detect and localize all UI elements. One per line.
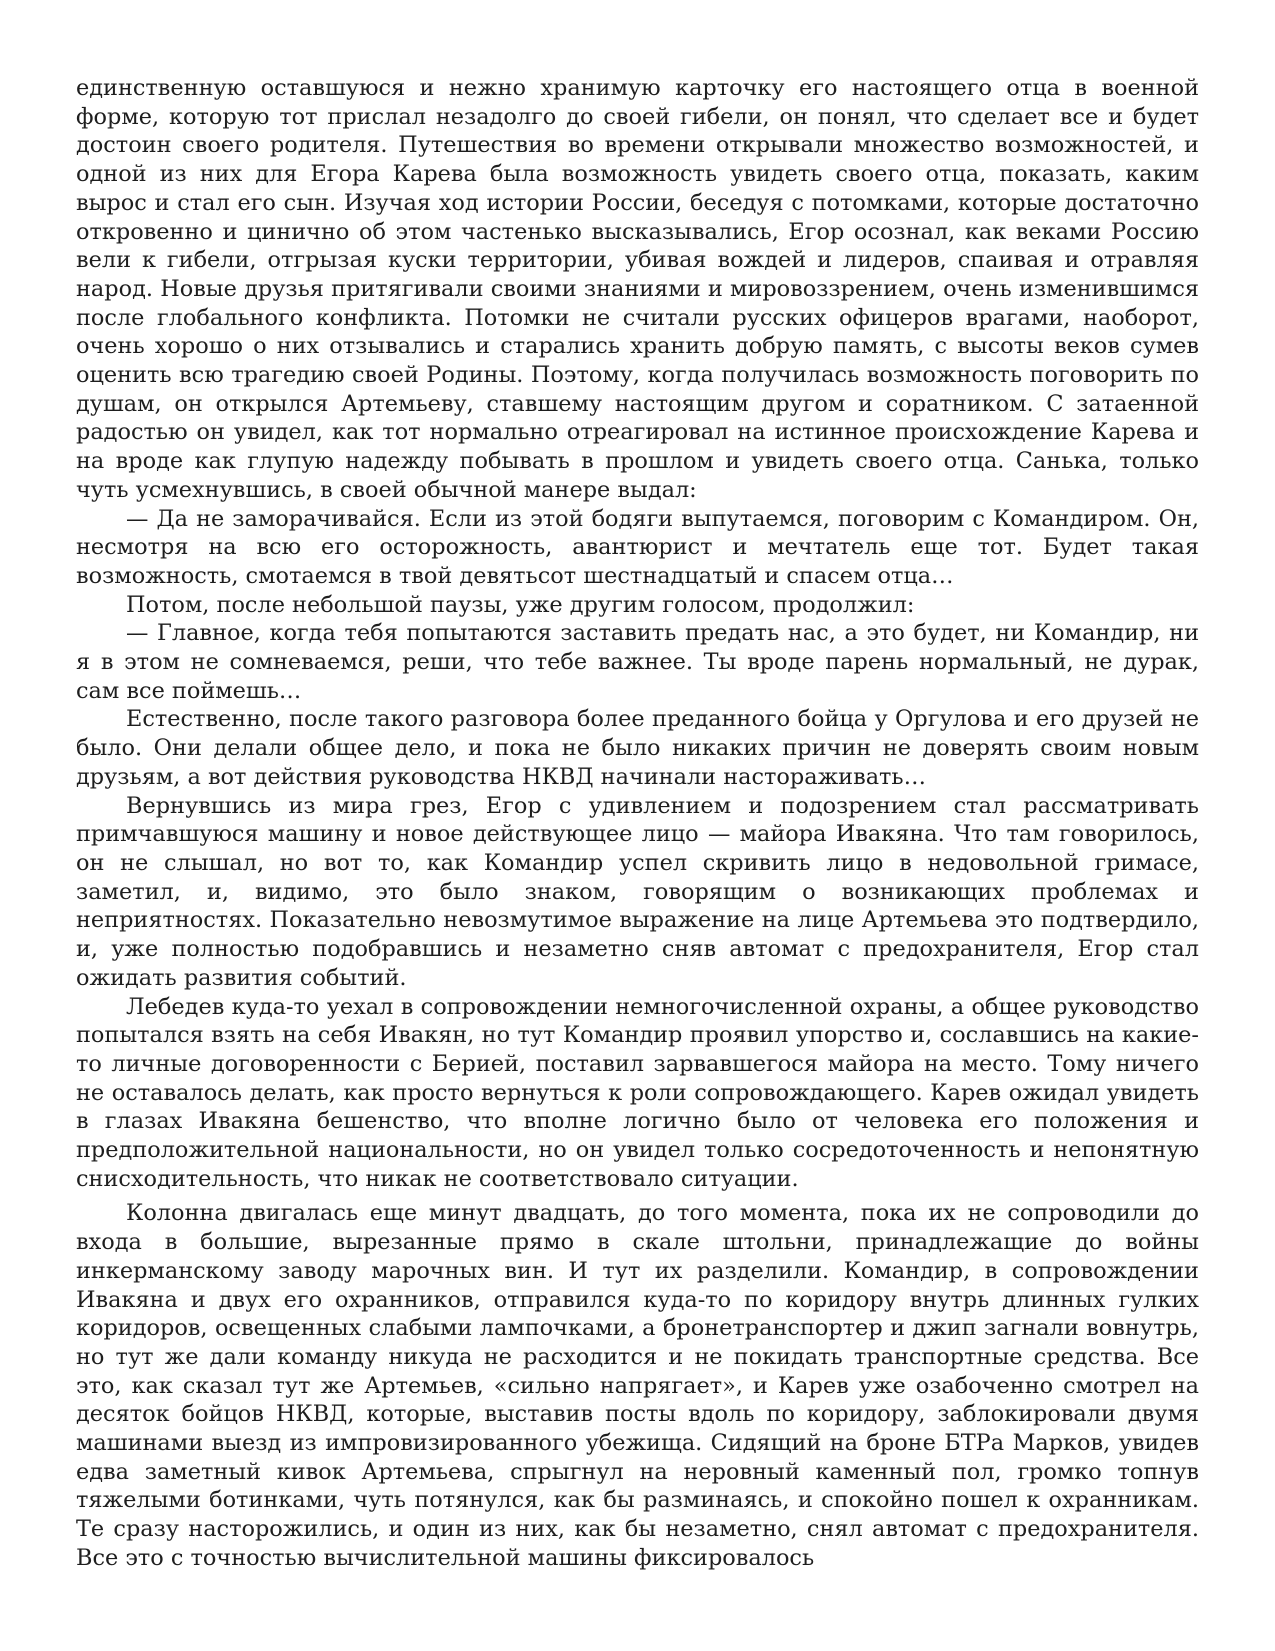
paragraph-5: Естественно, после такого разговора более преданного бойца у Оргулова и его друзей не было. Они делали общее дело, и пока не было никаких причин не доверять своим новым друзьям, а вот действия руководства НКВД начинали настораживать… (76, 706, 1199, 790)
paragraph-6: Вернувшись из мира грез, Егор с удивлением и подозрением стал рассматривать примчавшуюся машину и новое действующее лицо — майора Ивакяна. Что там говорилось, он не слышал, но вот то, как Командир успел скривить лицо в недовольной гримасе, заметил, и, видимо, это было знаком, говорящим о возникающих проблемах и неприятностях. Показательно невозмутимое выражение на лице Артемьева это подтвердило, и, уже полностью подобравшись и незаметно сняв автомат с предохранителя, Егор стал ожидать развития событий. (76, 792, 1199, 991)
paragraph-8: Колонна двигалась еще минут двадцать, до того момента, пока их не сопроводили до входа в большие, вырезанные прямо в скале штольни, принадлежащие до войны инкерманскому заводу марочных вин. И тут их разделили. Командир, в сопровождении Ивакяна и двух его охранников, отправился куда-то по коридору внутрь длинных гулких коридоров, освещенных слабыми лампочками, а бронетранспортер и джип загнали вовнутрь, но тут же дали команду никуда не расходится и не покидать транспортные средства. Все это, как сказал тут же Артемьев, «сильно напрягает», и Карев уже озабоченно смотрел на десяток бойцов НКВД, которые, выставив посты вдоль по коридору, заблокировали двумя машинами выезд из импровизированного убежища. Сидящий на броне БТРа Марков, увидев едва заметный кивок Артемьева, спрыгнул на неровный каменный пол, громко топнув тяжелыми ботинками, чуть потянулся, как бы разминаясь, и спокойно пошел к охранникам. Те сразу насторожились, и один из них, как бы незаметно, снял автомат с предохранителя. Все это с точностью вычислительной машины фиксировалось (76, 1200, 1199, 1571)
paragraph-3: Потом, после небольшой паузы, уже другим голосом, продолжил: (126, 591, 915, 618)
paragraph-1: единственную оставшуюся и нежно хранимую карточку его настоящего отца в военной форме, которую тот прислал незадолго до своей гибели, он понял, что сделает все и будет достоин своего родителя. Путешествия во времени открывали множество возможностей, и одной из них для Егора Карева была возможность увидеть своего отца, показать, каким вырос и стал его сын. Изучая ход истории России, беседуя с потомками, которые достаточно откровенно и цинично об этом частенько высказывались, Егор осознал, как веками Россию вели к гибели, отгрызая куски территории, убивая вождей и лидеров, спаивая и отравляя народ. Новые друзья притягивали своими знаниями и мировоззрением, очень изменившимся после глобального конфликта. Потомки не считали русских офицеров врагами, наоборот, очень хорошо о них отзывались и старались хранить добрую память, с высоты веков сумев оценить всю трагедию своей Родины. Поэтому, когда получилась возможность поговорить по душам, он открылся Артемьеву, ставшему настоящим другом и соратником. С затаенной радостью он увидел, как тот нормально отреагировал на истинное происхождение Карева и на вроде как глупую надежду побывать в прошлом и увидеть своего отца. Санька, только чуть усмехнувшись, в своей обычной манере выдал: (76, 75, 1199, 503)
paragraph-7: Лебедев куда-то уехал в сопровождении немногочисленной охраны, а общее руководство попытался взять на себя Ивакян, но тут Командир проявил упорство и, сославшись на какие-то личные договоренности с Берией, поставил зарвавшегося майора на место. Тому ничего не оставалось делать, как просто вернуться к роли сопровождающего. Карев ожидал увидеть в глазах Ивакяна бешенство, что вполне логично было от человека его положения и предположительной национальности, но он увидел только сосредоточенность и непонятную снисходительность, что никак не соответствовало ситуации. (76, 993, 1199, 1192)
paragraph-4: — Главное, когда тебя попытаются заставить предать нас, а это будет, ни Командир, ни я в этом не сомневаемся, реши, что тебе важнее. Ты вроде парень нормальный, не дурак, сам все поймешь… (76, 620, 1199, 704)
paragraph-2: — Да не заморачивайся. Если из этой бодяги выпутаемся, поговорим с Командиром. Он, несмотря на всю его осторожность, авантюрист и мечтатель еще тот. Будет такая возможность, смотаемся в твой девятьсот шестнадцатый и спасем отца… (76, 505, 1199, 589)
